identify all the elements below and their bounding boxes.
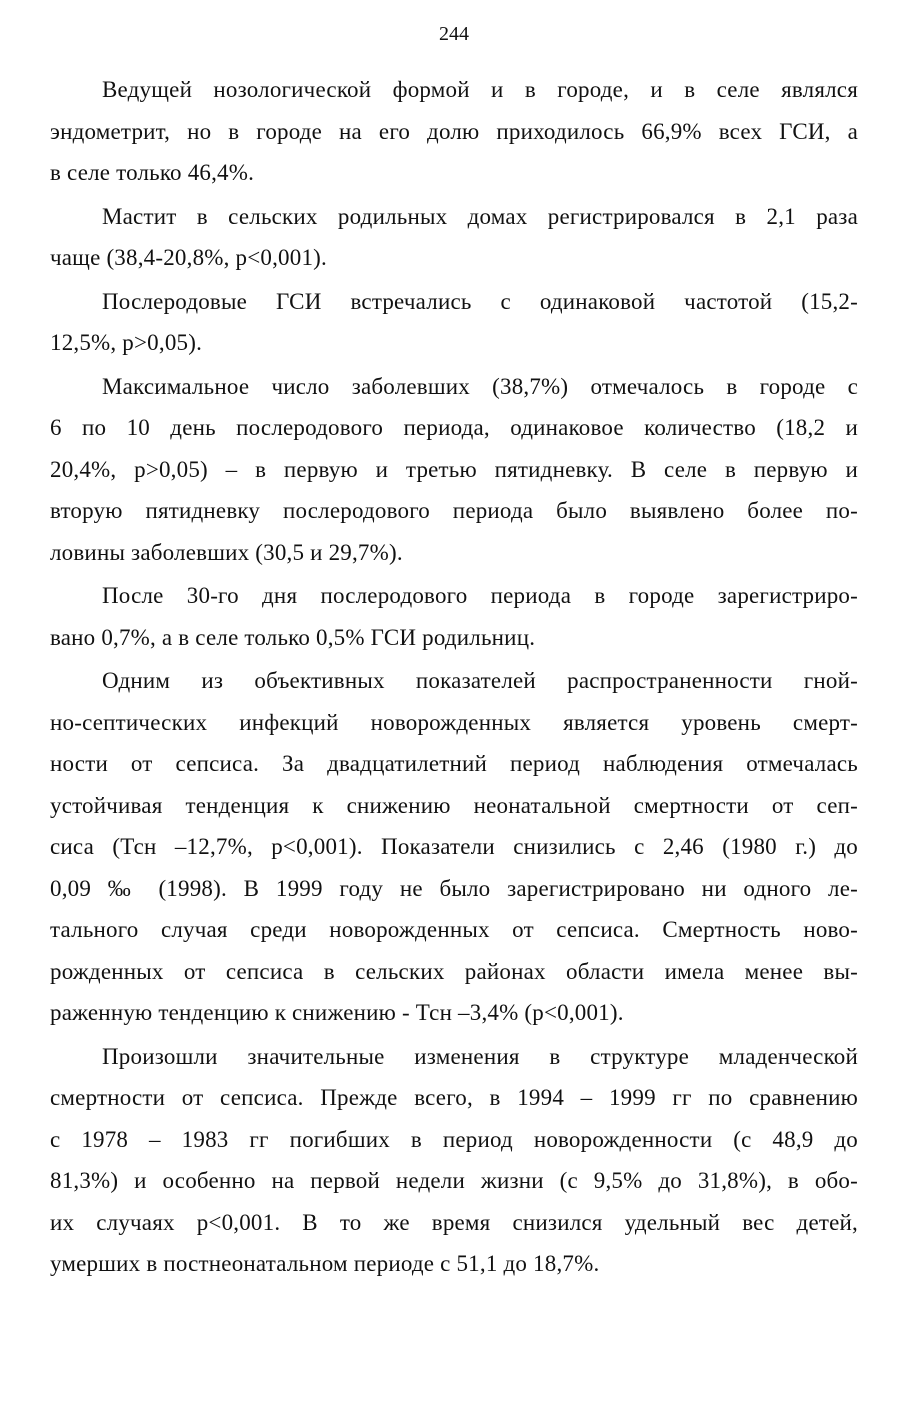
text-line: ности от сепсиса. За двадцатилетний период наблюдения отмечалась <box>50 751 858 776</box>
text-line: умерших в постнеонатальном периоде с 51,1 до 18,7%. <box>50 1251 600 1276</box>
text-line: После 30-го дня послеродового периода в городе зарегистриро- <box>102 583 858 608</box>
text-line: Произошли значительные изменения в структуре младенческой <box>102 1043 858 1069</box>
text-line: Ведущей нозологической формой и в городе, и в селе являлся <box>102 77 858 102</box>
text-line: Одним из объективных показателей распространенности гной- <box>102 668 858 693</box>
text-line: Послеродовые ГСИ встречались с одинаковой частотой (15,2- <box>102 288 858 314</box>
page-number: 244 <box>439 23 469 45</box>
text-line: вано 0,7%, а в селе только 0,5% ГСИ родильниц. <box>50 624 536 650</box>
text-line: в селе только 46,4%. <box>50 160 255 185</box>
text-line: 0,09 ‰ (1998). В 1999 году не было зарегистрировано ни одного ле- <box>50 875 858 901</box>
text-line: эндометрит, но в городе на его долю приходилось 66,9% всех ГСИ, а <box>50 118 858 144</box>
body-text <box>50 69 858 1285</box>
text-line: с 1978 – 1983 гг погибших в период новорожденности (с 48,9 до <box>50 1126 858 1152</box>
text-line: раженную тенденцию к снижению - Тсн –3,4% (p<0,001). <box>50 1000 624 1025</box>
text-line: сиса (Тсн –12,7%, p<0,001). Показатели снизились с 2,46 (1980 г.) до <box>50 834 858 859</box>
text-line: 20,4%, p>0,05) – в первую и третью пятидневку. В селе в первую и <box>50 456 858 482</box>
paragraph <box>50 1036 858 1285</box>
text-line: Максимальное число заболевших (38,7%) отмечалось в городе с <box>102 373 858 399</box>
paragraph <box>50 69 858 194</box>
text-line: Мастит в сельских родильных домах регистрировался в 2,1 раза <box>102 203 858 229</box>
paragraph <box>50 196 858 279</box>
text-line: их случаях p<0,001. В то же время снизился удельный вес детей, <box>50 1209 858 1235</box>
text-line: чаще (38,4-20,8%, p<0,001). <box>50 245 327 270</box>
text-line: 81,3%) и особенно на первой недели жизни (с 9,5% до 31,8%), в обо- <box>50 1168 858 1193</box>
paragraph <box>50 575 858 658</box>
text-line: устойчивая тенденция к снижению неонатальной смертности от сеп- <box>50 792 858 818</box>
text-line: вторую пятидневку послеродового периода было выявлено более по- <box>50 498 858 523</box>
paragraph <box>50 281 858 364</box>
text-line: но-септических инфекций новорожденных является уровень смерт- <box>50 709 858 735</box>
paragraph <box>50 660 858 1034</box>
text-line: рожденных от сепсиса в сельских районах области имела менее вы- <box>50 958 858 984</box>
text-line: смертности от сепсиса. Прежде всего, в 1994 – 1999 гг по сравнению <box>50 1085 858 1110</box>
text-line: 12,5%, p>0,05). <box>50 330 203 355</box>
text-line: тального случая среди новорожденных от сепсиса. Смертность ново- <box>50 917 858 942</box>
text-line: ловины заболевших (30,5 и 29,7%). <box>50 539 403 565</box>
text-line: 6 по 10 день послеродового периода, одинаковое количество (18,2 и <box>50 415 858 440</box>
paragraph <box>50 366 858 574</box>
